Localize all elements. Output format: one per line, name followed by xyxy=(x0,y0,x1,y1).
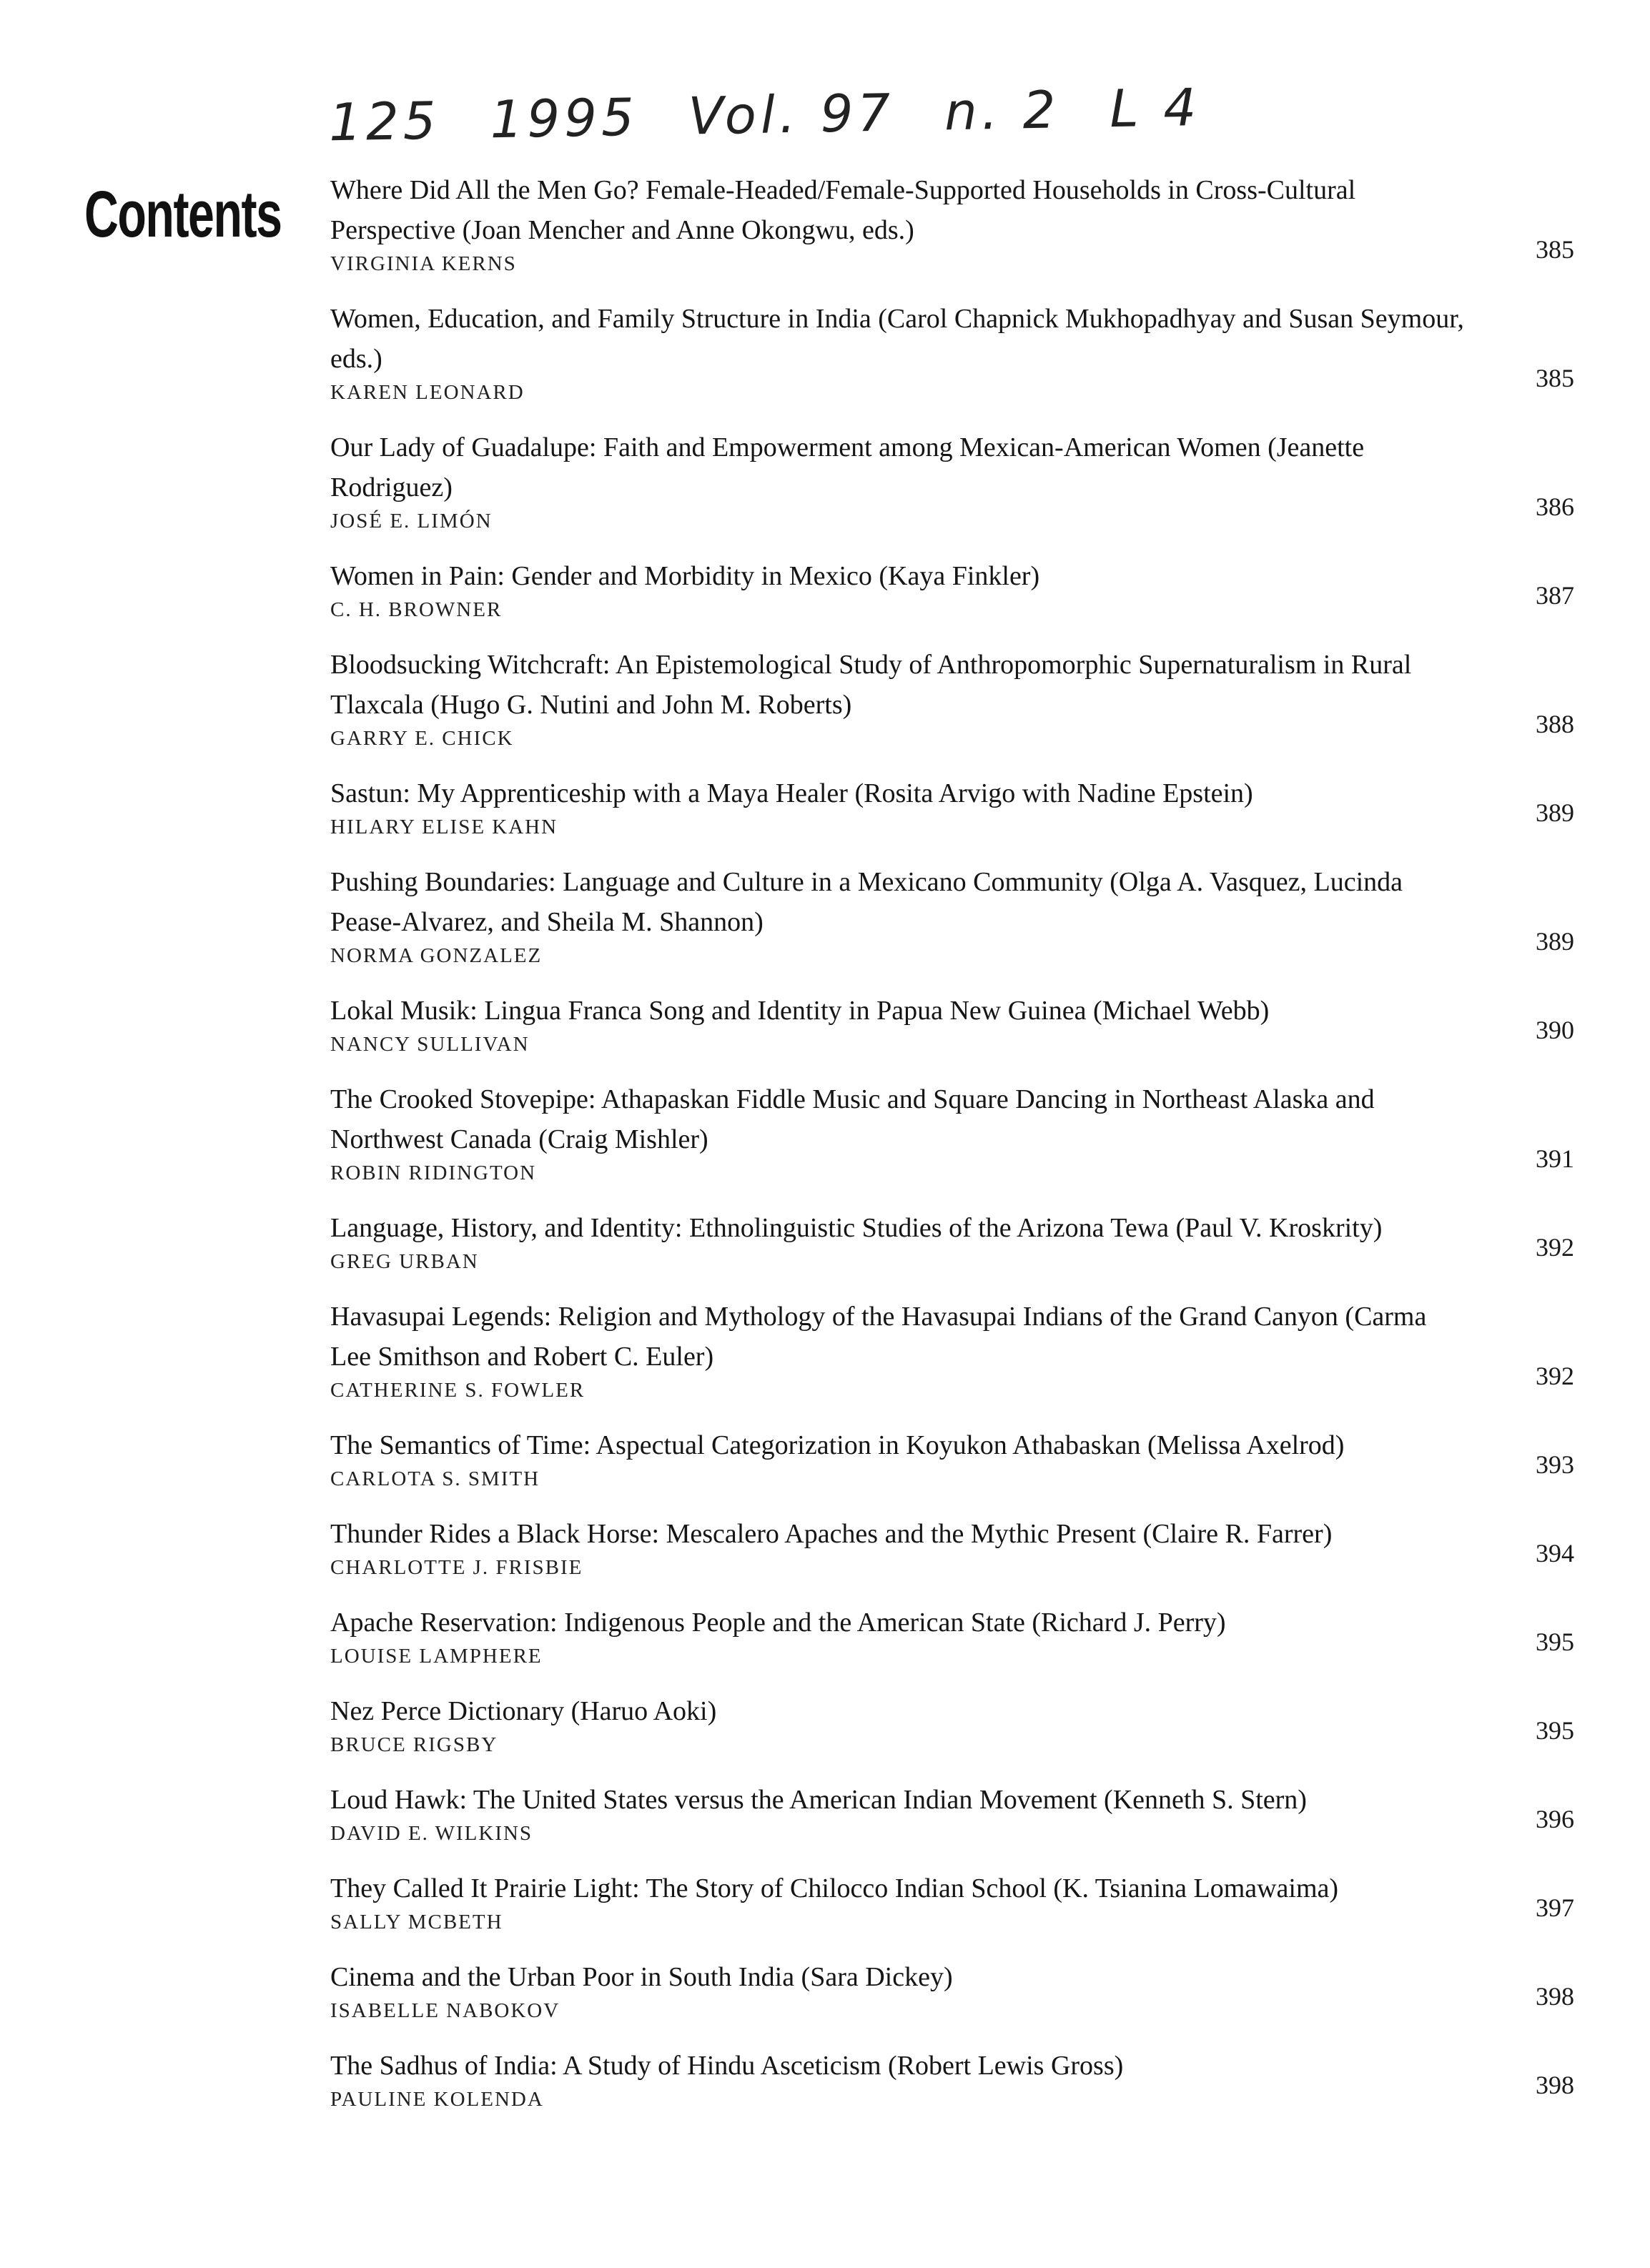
entry-title: Thunder Rides a Black Horse: Mescalero Apaches and the Mythic Present (Claire R. Farrer) xyxy=(330,1519,1333,1549)
entry-page-number: 395 xyxy=(1536,1716,1574,1745)
entry-page-number: 398 xyxy=(1536,1982,1574,2011)
entry-page-number: 393 xyxy=(1536,1450,1574,1479)
entry-page-number: 398 xyxy=(1536,2071,1574,2099)
entry-author: KAREN LEONARD xyxy=(330,381,525,404)
entry-title: Women, Education, and Family Structure in India (Carol Chapnick Mukhopadhyay and Susan Seymour, eds.) xyxy=(330,304,1464,374)
entry-author: HILARY ELISE KAHN xyxy=(330,816,558,838)
entry-title: The Semantics of Time: Aspectual Categorization in Koyukon Athabaskan (Melissa Axelrod) xyxy=(330,1430,1345,1460)
toc-entry xyxy=(330,427,1574,535)
toc-entry xyxy=(330,1425,1574,1492)
entry-author: DAVID E. WILKINS xyxy=(330,1822,533,1845)
entry-page-number: 394 xyxy=(1536,1539,1574,1568)
entry-author: ISABELLE NABOKOV xyxy=(330,1999,560,2022)
entry-author: C. H. BROWNER xyxy=(330,598,503,621)
entry-page-number: 386 xyxy=(1536,492,1574,521)
entry-title: Language, History, and Identity: Ethnolinguistic Studies of the Arizona Tewa (Paul V. Kroskrity) xyxy=(330,1213,1383,1243)
entry-author: CARLOTA S. SMITH xyxy=(330,1467,540,1490)
annotation-part: 125 xyxy=(328,90,441,153)
entry-author: VIRGINIA KERNS xyxy=(330,252,517,275)
entry-title: Pushing Boundaries: Language and Culture in a Mexicano Community (Olga A. Vasquez, Lucinda Pease-Alvarez, and Sheila M. Shannon) xyxy=(330,867,1403,937)
contents-heading: Contents xyxy=(84,178,282,251)
toc-entry xyxy=(330,1868,1574,1936)
toc-entry xyxy=(330,1780,1574,1847)
entry-title: Lokal Musik: Lingua Franca Song and Identity in Papua New Guinea (Michael Webb) xyxy=(330,996,1270,1026)
entry-page-number: 385 xyxy=(1536,235,1574,264)
entry-page-number: 387 xyxy=(1536,581,1574,610)
entry-title: The Crooked Stovepipe: Athapaskan Fiddle Music and Square Dancing in Northeast Alaska and Northwest Canada (Craig Mishler) xyxy=(330,1084,1375,1154)
entry-page-number: 389 xyxy=(1536,798,1574,827)
entry-page-number: 392 xyxy=(1536,1362,1574,1390)
toc-entry xyxy=(330,1514,1574,1581)
toc-entry xyxy=(330,1957,1574,2024)
table-of-contents xyxy=(330,170,1574,2134)
entry-author: NANCY SULLIVAN xyxy=(330,1033,530,1056)
entry-author: PAULINE KOLENDA xyxy=(330,2088,544,2111)
toc-entry xyxy=(330,862,1574,969)
entry-author: ROBIN RIDINGTON xyxy=(330,1162,537,1184)
entry-title: Sastun: My Apprenticeship with a Maya Healer (Rosita Arvigo with Nadine Epstein) xyxy=(330,778,1253,808)
entry-page-number: 392 xyxy=(1536,1233,1574,1262)
annotation-part: 1995 xyxy=(489,86,639,150)
entry-page-number: 395 xyxy=(1536,1628,1574,1656)
entry-title: Women in Pain: Gender and Morbidity in Mexico (Kaya Finkler) xyxy=(330,561,1040,591)
entry-author: GARRY E. CHICK xyxy=(330,727,514,750)
entry-title: Where Did All the Men Go? Female-Headed/Female-Supported Households in Cross-Cultural Perspective (Joan Mencher and Anne Okongwu, eds.) xyxy=(330,175,1356,245)
entry-author: CHARLOTTE J. FRISBIE xyxy=(330,1556,583,1579)
toc-entry xyxy=(330,1691,1574,1758)
toc-entry xyxy=(330,991,1574,1058)
toc-entry xyxy=(330,1079,1574,1187)
entry-page-number: 391 xyxy=(1536,1144,1574,1173)
entry-title: Cinema and the Urban Poor in South India (Sara Dickey) xyxy=(330,1962,953,1992)
entry-author: JOSÉ E. LIMÓN xyxy=(330,510,493,533)
entry-page-number: 397 xyxy=(1536,1893,1574,1922)
entry-title: Loud Hawk: The United States versus the American Indian Movement (Kenneth S. Stern) xyxy=(330,1785,1307,1815)
entry-page-number: 388 xyxy=(1536,710,1574,738)
entry-author: CATHERINE S. FOWLER xyxy=(330,1379,586,1402)
entry-title: Apache Reservation: Indigenous People and the American State (Richard J. Perry) xyxy=(330,1608,1226,1638)
toc-entry xyxy=(330,299,1574,406)
annotation-part: n. 2 xyxy=(944,79,1061,142)
entry-page-number: 385 xyxy=(1536,364,1574,392)
annotation-part: L 4 xyxy=(1109,76,1201,139)
toc-entry xyxy=(330,170,1574,277)
entry-page-number: 396 xyxy=(1536,1805,1574,1833)
entry-title: The Sadhus of India: A Study of Hindu Asceticism (Robert Lewis Gross) xyxy=(330,2051,1124,2081)
entry-title: Bloodsucking Witchcraft: An Epistemological Study of Anthropomorphic Supernaturalism in Rural Tlaxcala (Hugo G. Nutini and John M. Roberts) xyxy=(330,650,1412,720)
toc-entry xyxy=(330,1603,1574,1670)
toc-entry xyxy=(330,1297,1574,1404)
entry-author: BRUCE RIGSBY xyxy=(330,1733,498,1756)
entry-page-number: 389 xyxy=(1536,927,1574,956)
annotation-part: Vol. 97 xyxy=(687,82,895,147)
entry-author: SALLY MCBETH xyxy=(330,1911,503,1933)
entry-author: LOUISE LAMPHERE xyxy=(330,1645,543,1668)
entry-title: Nez Perce Dictionary (Haruo Aoki) xyxy=(330,1696,717,1726)
entry-page-number: 390 xyxy=(1536,1016,1574,1044)
handwritten-annotation xyxy=(328,76,1250,152)
toc-entry xyxy=(330,1208,1574,1275)
toc-entry xyxy=(330,773,1574,841)
toc-entry xyxy=(330,556,1574,623)
toc-entry xyxy=(330,2046,1574,2113)
entry-author: NORMA GONZALEZ xyxy=(330,944,543,967)
toc-entry xyxy=(330,645,1574,752)
entry-title: They Called It Prairie Light: The Story of Chilocco Indian School (K. Tsianina Lomawaima) xyxy=(330,1873,1339,1903)
entry-title: Havasupai Legends: Religion and Mythology of the Havasupai Indians of the Grand Canyon (Carma Lee Smithson and Robert C. Euler) xyxy=(330,1302,1427,1372)
entry-title: Our Lady of Guadalupe: Faith and Empowerment among Mexican-American Women (Jeanette Rodriguez) xyxy=(330,432,1365,502)
entry-author: GREG URBAN xyxy=(330,1250,479,1273)
